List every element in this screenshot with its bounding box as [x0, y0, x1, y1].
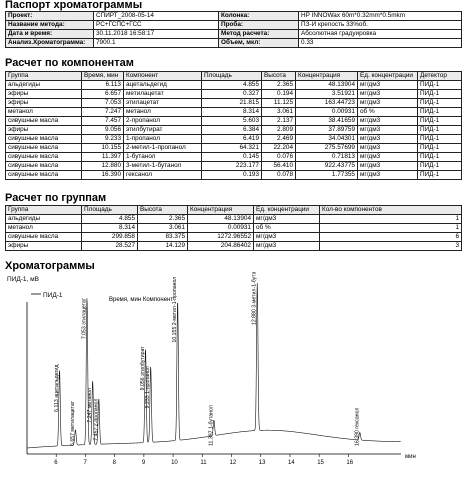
table-cell: эфиры: [6, 242, 82, 251]
table-cell: мг/дм3: [358, 162, 418, 171]
table-cell: 28.527: [82, 242, 138, 251]
table-row: [6, 99, 462, 108]
table-cell: сивушные масла: [6, 171, 82, 180]
passport-value: Абсолютная градуировка: [299, 30, 462, 39]
column-header: Компонент: [124, 72, 202, 81]
table-cell: мг/дм3: [358, 135, 418, 144]
table-cell: 11.397: [82, 153, 124, 162]
peak-label: 9.233 1-пропанол: [145, 366, 152, 409]
table-cell: 6.113: [82, 81, 124, 90]
table-cell: 48.13904: [188, 215, 254, 224]
table-row: [6, 153, 462, 162]
column-header: Группа: [6, 72, 82, 81]
x-tick-label: 7: [83, 460, 87, 466]
table-cell: 56.410: [262, 162, 296, 171]
column-header: Ед. концентрации: [358, 72, 418, 81]
table-cell: 1272.96552: [188, 233, 254, 242]
table-cell: мг/дм3: [358, 99, 418, 108]
table-cell: гексанол: [124, 171, 202, 180]
x-tick-label: 14: [287, 460, 295, 466]
table-cell: 0.078: [262, 171, 296, 180]
table-cell: 8.314: [202, 108, 262, 117]
passport-label: Объем, мкл:: [219, 39, 299, 48]
table-cell: ацетальдегид: [124, 81, 202, 90]
table-cell: мг/дм3: [358, 117, 418, 126]
top-note: Время, мин Компонент: [109, 297, 174, 303]
x-tick-label: 9: [141, 460, 146, 466]
table-cell: 0.193: [202, 171, 262, 180]
table-cell: 223.177: [202, 162, 262, 171]
x-axis-unit: мин: [405, 454, 416, 460]
table-cell: 7.247: [82, 108, 124, 117]
column-header: Детектор: [418, 72, 462, 81]
column-header: Площадь: [82, 206, 138, 215]
table-cell: 1.77355: [296, 171, 358, 180]
y-axis-label: ПИД-1, мВ: [7, 276, 39, 283]
table-cell: мг/дм3: [254, 215, 320, 224]
column-header: Ед. концентрации: [254, 206, 320, 215]
table-cell: ПИД-1: [418, 108, 462, 117]
passport-label: Название метода:: [6, 21, 94, 30]
passport-value: РС+ГСПС+ГСС: [94, 21, 219, 30]
x-tick-label: 16: [346, 460, 354, 466]
peak-label: 7.247 метанол: [87, 387, 94, 423]
column-header: Кол-во компонентов: [320, 206, 462, 215]
table-cell: 2-пропанол: [124, 117, 202, 126]
table-row: [6, 233, 462, 242]
column-header: Высота: [262, 72, 296, 81]
column-header: Группа: [6, 206, 82, 215]
table-cell: 4.855: [202, 81, 262, 90]
table-cell: 22.204: [262, 144, 296, 153]
x-tick-label: 8: [112, 460, 116, 466]
peak-label: 12.880 3-метил-1-бутанол: [251, 272, 258, 326]
table-cell: 38.41659: [296, 117, 358, 126]
table-cell: 12.880: [82, 162, 124, 171]
table-row: [6, 90, 462, 99]
table-cell: 8.314: [82, 224, 138, 233]
table-cell: мг/дм3: [358, 171, 418, 180]
table-cell: сивушные масла: [6, 144, 82, 153]
passport-row: [6, 39, 462, 48]
column-header: Концентрация: [296, 72, 358, 81]
components-title: Расчет по компонентам: [5, 57, 134, 69]
table-cell: мг/дм3: [254, 233, 320, 242]
table-cell: 0.00931: [296, 108, 358, 117]
table-cell: 37.89759: [296, 126, 358, 135]
table-cell: 6.419: [202, 135, 262, 144]
table-cell: об %: [254, 224, 320, 233]
table-cell: 3-метил-1-бутанол: [124, 162, 202, 171]
chromatogram-title: Хроматограммы: [5, 260, 95, 272]
table-cell: 163.44723: [296, 99, 358, 108]
table-cell: мг/дм3: [358, 81, 418, 90]
table-cell: ПИД-1: [418, 99, 462, 108]
table-cell: 275.57699: [296, 144, 358, 153]
table-cell: об %: [358, 108, 418, 117]
table-cell: 7.457: [82, 117, 124, 126]
table-cell: 4.855: [82, 215, 138, 224]
table-cell: 83.375: [138, 233, 188, 242]
legend-label: ПИД-1: [43, 292, 63, 299]
table-cell: 2-метил-1-пропанол: [124, 144, 202, 153]
table-cell: этилацетат: [124, 99, 202, 108]
table-row: [6, 126, 462, 135]
table-cell: 0.00931: [188, 224, 254, 233]
peak-label: 7.457 2-пропанол: [93, 398, 100, 441]
table-cell: 16.390: [82, 171, 124, 180]
passport-row: [6, 12, 462, 21]
table-cell: 2.469: [262, 135, 296, 144]
column-header: Площадь: [202, 72, 262, 81]
table-cell: альдегиды: [6, 81, 82, 90]
table-cell: 2.365: [138, 215, 188, 224]
table-cell: ПИД-1: [418, 144, 462, 153]
table-cell: эфиры: [6, 126, 82, 135]
table-cell: сивушные масла: [6, 233, 82, 242]
x-tick-label: 6: [54, 460, 58, 466]
x-tick-label: 11: [200, 460, 207, 466]
passport-label: Дата и время:: [6, 30, 94, 39]
peak-label: 16.390 гексанол: [354, 407, 361, 446]
table-cell: 48.13904: [296, 81, 358, 90]
table-cell: ПИД-1: [418, 135, 462, 144]
table-row: [6, 81, 462, 90]
table-cell: мг/дм3: [358, 126, 418, 135]
x-tick-label: 12: [229, 460, 237, 466]
table-cell: эфиры: [6, 90, 82, 99]
table-row: [6, 162, 462, 171]
passport-value: HP INNOWax 60m*0.32mm*0.5mkm: [299, 12, 462, 21]
table-row: [6, 144, 462, 153]
table-cell: сивушные масла: [6, 153, 82, 162]
peak-label: 11.397 1-бутанол: [208, 405, 215, 446]
table-cell: 0.327: [202, 90, 262, 99]
passport-value: ПЗ-И крепость 33%об.: [299, 21, 462, 30]
table-cell: 1: [320, 224, 462, 233]
table-cell: ПИД-1: [418, 153, 462, 162]
table-cell: 1: [320, 215, 462, 224]
table-cell: сивушные масла: [6, 117, 82, 126]
table-cell: 9.233: [82, 135, 124, 144]
table-cell: мг/дм3: [358, 90, 418, 99]
x-tick-label: 13: [258, 460, 266, 466]
passport-value: 30.11.2018 16:58:17: [94, 30, 219, 39]
table-cell: 5.603: [202, 117, 262, 126]
table-cell: 6: [320, 233, 462, 242]
table-cell: 34.04301: [296, 135, 358, 144]
table-cell: 9.056: [82, 126, 124, 135]
table-cell: эфиры: [6, 99, 82, 108]
passport-label: Колонка:: [219, 12, 299, 21]
passport-title: Паспорт хроматограммы: [5, 0, 143, 11]
peak-label: 9.056 этилбутират: [140, 346, 147, 391]
table-cell: сивушные масла: [6, 162, 82, 171]
table-cell: 0.076: [262, 153, 296, 162]
table-row: [6, 117, 462, 126]
passport-value: 7900.1: [94, 39, 219, 48]
table-cell: 2.137: [262, 117, 296, 126]
table-cell: 0.194: [262, 90, 296, 99]
passport-table: [5, 11, 462, 48]
chromatogram-area: [5, 272, 461, 477]
table-cell: 6.384: [202, 126, 262, 135]
table-cell: метанол: [6, 108, 82, 117]
peak-label: 7.053 этилацетат: [81, 297, 88, 340]
column-header: Высота: [138, 206, 188, 215]
peak-label: 10.155 2-метил-1-пропанол: [172, 276, 179, 343]
table-cell: 299.858: [82, 233, 138, 242]
passport-value: 0.33: [299, 39, 462, 48]
table-cell: 1-бутанол: [124, 153, 202, 162]
table-cell: 1-пропанол: [124, 135, 202, 144]
table-cell: ПИД-1: [418, 81, 462, 90]
table-row: [6, 224, 462, 233]
passport-label: Проект:: [6, 12, 94, 21]
passport-row: [6, 30, 462, 39]
table-cell: 3.061: [262, 108, 296, 117]
table-cell: 0.71813: [296, 153, 358, 162]
table-cell: ПИД-1: [418, 90, 462, 99]
table-cell: альдегиды: [6, 215, 82, 224]
table-cell: ПИД-1: [418, 126, 462, 135]
table-cell: 0.145: [202, 153, 262, 162]
table-cell: метанол: [6, 224, 82, 233]
passport-label: Метод расчета:: [219, 30, 299, 39]
column-header: Время, мин: [82, 72, 124, 81]
table-row: [6, 215, 462, 224]
table-cell: 204.86402: [188, 242, 254, 251]
table-cell: мг/дм3: [358, 153, 418, 162]
passport-value: СПИРТ_2008-05-14: [94, 12, 219, 21]
table-cell: сивушные масла: [6, 135, 82, 144]
groups-table: [5, 205, 462, 251]
column-header: Концентрация: [188, 206, 254, 215]
table-cell: 14.129: [138, 242, 188, 251]
table-cell: этилбутират: [124, 126, 202, 135]
components-table: [5, 71, 462, 180]
peak-label: 6.657 метилацетат: [69, 401, 76, 446]
table-row: [6, 108, 462, 117]
table-cell: 3.061: [138, 224, 188, 233]
table-cell: мг/дм3: [358, 144, 418, 153]
table-cell: 2.365: [262, 81, 296, 90]
table-cell: 2.809: [262, 126, 296, 135]
table-row: [6, 135, 462, 144]
table-cell: 10.155: [82, 144, 124, 153]
table-cell: мг/дм3: [254, 242, 320, 251]
table-cell: 6.657: [82, 90, 124, 99]
table-cell: 3.51921: [296, 90, 358, 99]
peak-labels: [54, 272, 360, 446]
table-cell: 7.053: [82, 99, 124, 108]
table-cell: 64.321: [202, 144, 262, 153]
table-cell: метанол: [124, 108, 202, 117]
table-cell: 922.43775: [296, 162, 358, 171]
table-cell: ПИД-1: [418, 171, 462, 180]
x-ticks: [54, 454, 354, 466]
passport-row: [6, 21, 462, 30]
table-cell: ПИД-1: [418, 162, 462, 171]
groups-title: Расчет по группам: [5, 192, 107, 204]
x-tick-label: 10: [171, 460, 178, 466]
peak-label: 6.113 ацетальдегид: [54, 364, 61, 412]
table-cell: 3: [320, 242, 462, 251]
table-cell: ПИД-1: [418, 117, 462, 126]
table-cell: метилацетат: [124, 90, 202, 99]
table-row: [6, 242, 462, 251]
table-cell: 21.815: [202, 99, 262, 108]
table-cell: 11.125: [262, 99, 296, 108]
passport-label: Анализ.Хроматограмма:: [6, 39, 94, 48]
table-row: [6, 171, 462, 180]
x-tick-label: 15: [317, 460, 324, 466]
chromatogram-plot: [5, 272, 461, 477]
passport-label: Проба:: [219, 21, 299, 30]
